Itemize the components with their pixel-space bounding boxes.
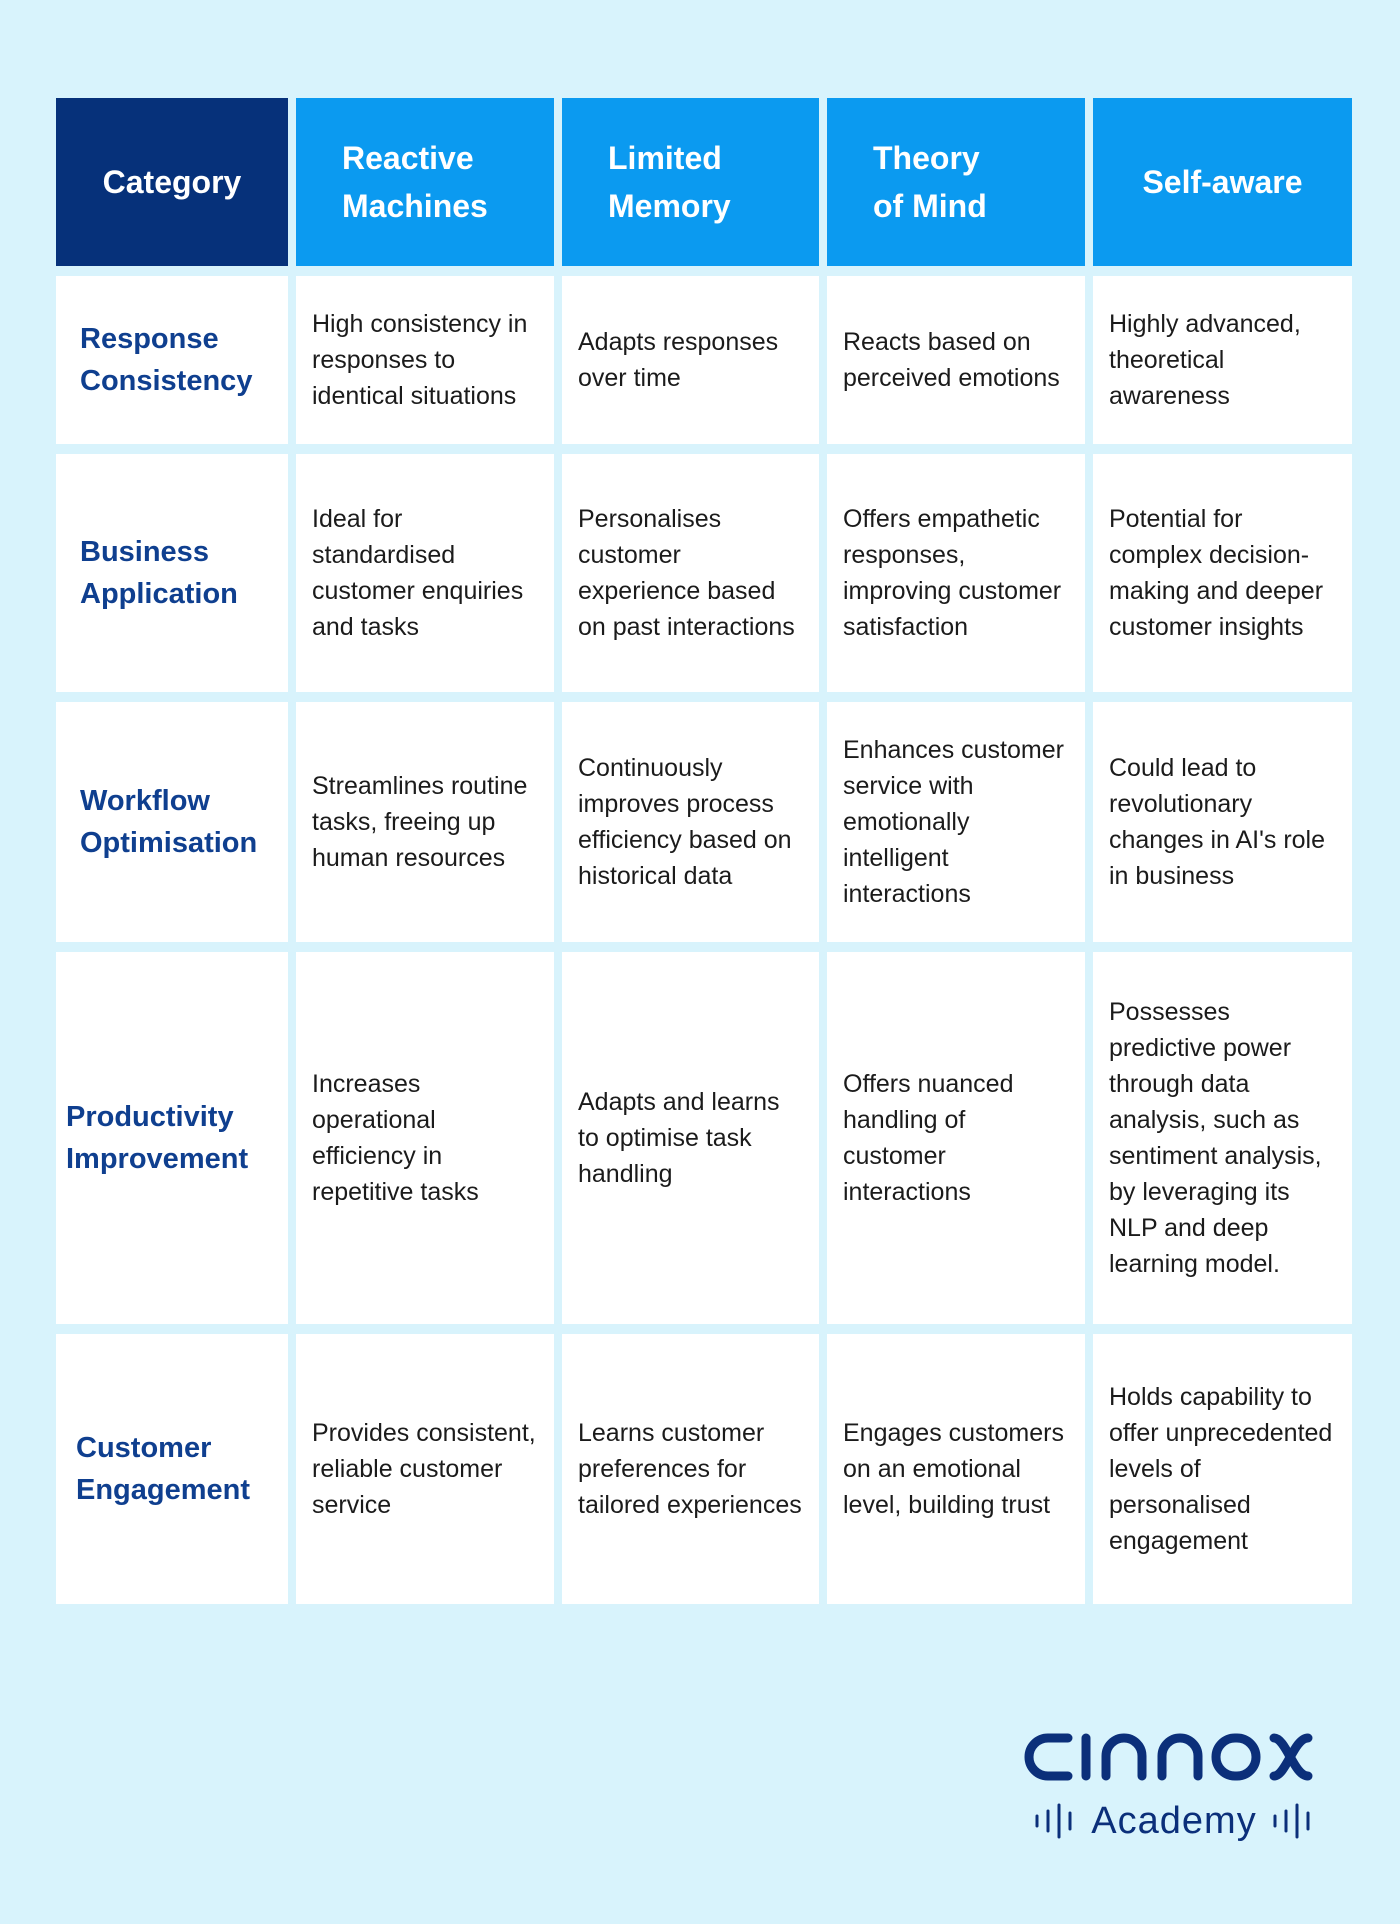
cell-response-theory: Reacts based on perceived emotions xyxy=(827,276,1085,444)
cell-business-theory: Offers empathetic responses, improving customer satisfaction xyxy=(827,454,1085,692)
cinnox-wordmark xyxy=(1024,1728,1324,1786)
header-selfaware-label: Self-aware xyxy=(1142,164,1303,200)
comparison-table xyxy=(56,98,1348,1604)
row-label-productivity-improvement: Productivity Improvement xyxy=(56,952,288,1324)
header-category xyxy=(56,98,288,266)
row-label-workflow-optimisation: Workflow Optimisation xyxy=(56,702,288,942)
cell-workflow-selfaware: Could lead to revolutionary changes in AI's role in business xyxy=(1093,702,1352,942)
cell-response-selfaware: Highly advanced, theoretical awareness xyxy=(1093,276,1352,444)
header-theory-label: Theory of Mind xyxy=(873,140,987,224)
cell-engagement-selfaware: Holds capability to offer unprecedented levels of personalised engagement xyxy=(1093,1334,1352,1604)
row-label-business-application: Business Application xyxy=(56,454,288,692)
cell-business-reactive: Ideal for standardised customer enquiries and tasks xyxy=(296,454,554,692)
cell-productivity-reactive: Increases operational efficiency in repetitive tasks xyxy=(296,952,554,1324)
row-label-customer-engagement: Customer Engagement xyxy=(56,1334,288,1604)
cell-workflow-limited: Continuously improves process efficiency based on historical data xyxy=(562,702,819,942)
header-category-label: Category xyxy=(102,164,242,200)
header-reactive-label: Reactive Machines xyxy=(342,140,488,224)
header-self-aware xyxy=(1093,98,1352,266)
cell-productivity-theory: Offers nuanced handling of customer interactions xyxy=(827,952,1085,1324)
academy-row xyxy=(1024,1796,1324,1846)
cell-engagement-limited: Learns customer preferences for tailored experiences xyxy=(562,1334,819,1604)
cell-engagement-reactive: Provides consistent, reliable customer service xyxy=(296,1334,554,1604)
academy-label: Academy xyxy=(1091,1799,1257,1842)
cell-engagement-theory: Engages customers on an emotional level, building trust xyxy=(827,1334,1085,1604)
header-theory-of-mind xyxy=(827,98,1085,266)
cell-workflow-theory: Enhances customer service with emotionally intelligent interactions xyxy=(827,702,1085,942)
sound-wave-icon xyxy=(1271,1801,1315,1841)
cinnox-academy-logo xyxy=(1024,1728,1324,1846)
cell-workflow-reactive: Streamlines routine tasks, freeing up human resources xyxy=(296,702,554,942)
row-label-response-consistency: Response Consistency xyxy=(56,276,288,444)
sound-wave-icon xyxy=(1033,1801,1077,1841)
header-limited-label: Limited Memory xyxy=(608,140,731,224)
cell-business-limited: Personalises customer experience based on past interactions xyxy=(562,454,819,692)
cell-productivity-limited: Adapts and learns to optimise task handling xyxy=(562,952,819,1324)
cell-business-selfaware: Potential for complex decision-making and deeper customer insights xyxy=(1093,454,1352,692)
header-reactive-machines xyxy=(296,98,554,266)
cell-productivity-selfaware: Possesses predictive power through data analysis, such as sentiment analysis, by leveraging its NLP and deep learning model. xyxy=(1093,952,1352,1324)
header-limited-memory xyxy=(562,98,819,266)
cell-response-reactive: High consistency in responses to identical situations xyxy=(296,276,554,444)
cell-response-limited: Adapts responses over time xyxy=(562,276,819,444)
